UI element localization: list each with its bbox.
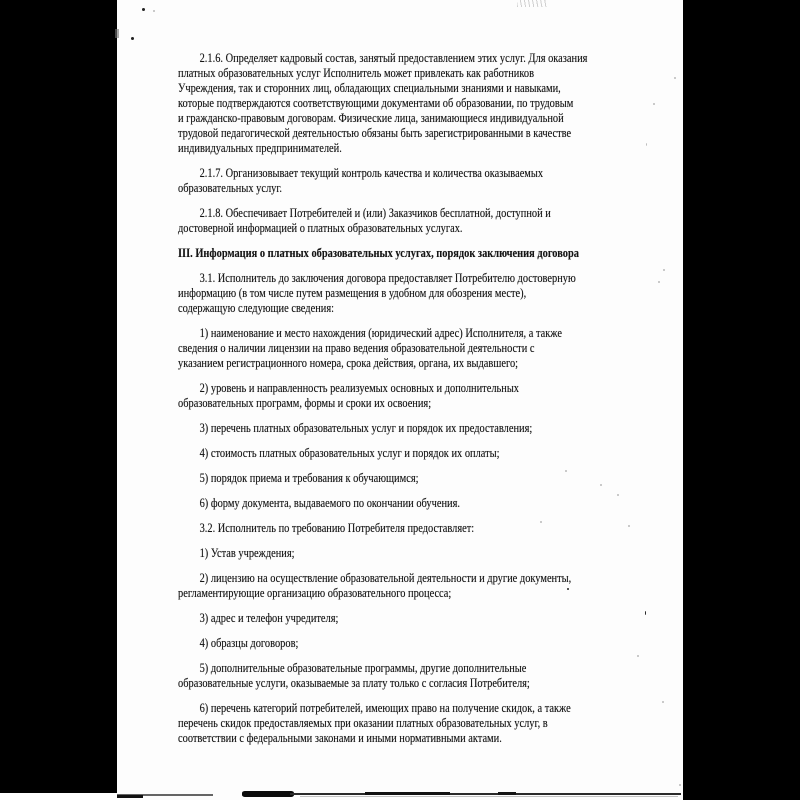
text-line: 2.1.7. Организовывает текущий контроль качества и количества оказываемых xyxy=(199,165,544,180)
paragraph xyxy=(178,380,626,410)
text-line: образовательных услуг. xyxy=(178,180,283,195)
text-line: 6) перечень категорий потребителей, имеющих право на получение скидок, а также xyxy=(199,700,571,715)
noise-speck xyxy=(653,103,655,105)
noise-speck xyxy=(628,525,630,527)
paragraph xyxy=(178,495,626,510)
text-line: 5) дополнительные образовательные программы, другие дополнительные xyxy=(199,660,527,675)
noise-speck xyxy=(540,521,542,523)
noise-speck xyxy=(679,784,681,786)
text-line: перечень скидок предоставляемых при оказании платных образовательных услуг, в xyxy=(178,715,548,730)
paragraph xyxy=(178,50,626,155)
section-heading xyxy=(178,245,626,260)
text-line: которые подтверждаются соответствующими документами об образовании, по трудовым xyxy=(178,95,574,110)
scan-edge-bar-left xyxy=(0,0,117,793)
paragraph xyxy=(178,165,626,195)
pencil-scribble xyxy=(517,0,547,7)
text-line: содержащую следующие сведения: xyxy=(178,300,334,315)
text-line: образовательные услуги, оказываемые за плату только с согласия Потребителя; xyxy=(178,675,530,690)
text-line: III. Информация о платных образовательных услугах, порядок заключения договора xyxy=(178,245,579,260)
scan-bottom-line-dark xyxy=(365,792,450,795)
text-line: 4) образцы договоров; xyxy=(199,635,299,650)
noise-speck xyxy=(247,62,249,64)
text-line: сведения о наличии лицензии на право ведения образовательной деятельности с xyxy=(178,340,535,355)
noise-speck xyxy=(674,77,676,79)
noise-speck xyxy=(645,611,646,615)
text-line: достоверной информацией о платных образовательных услугах. xyxy=(178,220,463,235)
scan-bottom-line-dark xyxy=(498,792,516,795)
paragraph xyxy=(178,420,626,435)
noise-speck xyxy=(637,655,639,657)
paragraph xyxy=(178,445,626,460)
noise-speck xyxy=(131,37,134,40)
text-line: регламентирующие организацию образовательного процесса; xyxy=(178,585,452,600)
text-line: 3) перечень платных образовательных услуг и порядок их предоставления; xyxy=(199,420,533,435)
text-line: 3.2. Исполнитель по требованию Потребителя предоставляет: xyxy=(199,520,475,535)
text-line: образовательных программ, формы и сроки их освоения; xyxy=(178,395,432,410)
paragraph xyxy=(178,545,626,560)
document-text xyxy=(178,50,626,755)
text-line: индивидуальных предпринимателей. xyxy=(178,140,342,155)
noise-speck xyxy=(646,143,647,146)
paragraph xyxy=(178,205,626,235)
noise-speck xyxy=(658,281,660,283)
noise-speck xyxy=(567,588,569,590)
text-line: 1) Устав учреждения; xyxy=(199,545,295,560)
noise-speck xyxy=(600,484,602,486)
paragraph xyxy=(178,325,626,370)
noise-speck xyxy=(663,269,665,271)
paragraph xyxy=(178,570,626,600)
text-line: 4) стоимость платных образовательных услуг и порядок их оплаты; xyxy=(199,445,500,460)
scan-bottom-line-main xyxy=(290,793,681,795)
noise-speck xyxy=(153,10,155,12)
text-line: информацию (в том числе путем размещения в удобном для обозрения месте), xyxy=(178,285,527,300)
text-line: указанием регистрационного номера, срока действия, органа, их выдавшего; xyxy=(178,355,519,370)
scan-bottom-line-shadow xyxy=(300,796,678,797)
text-line: 2) уровень и направленность реализуемых основных и дополнительных xyxy=(199,380,520,395)
paragraph xyxy=(178,520,626,535)
text-line: 2.1.6. Определяет кадровый состав, занятый предоставлением этих услуг. Для оказания xyxy=(199,50,588,65)
noise-speck xyxy=(617,494,619,496)
scan-bar-notch xyxy=(115,29,119,38)
text-line: 3) адрес и телефон учредителя; xyxy=(199,610,339,625)
text-line: трудовой педагогической деятельностью обязаны быть зарегистрированными в качестве xyxy=(178,125,572,140)
text-line: 1) наименование и место нахождения (юридический адрес) Исполнителя, а также xyxy=(199,325,562,340)
paragraph xyxy=(178,700,626,745)
noise-speck xyxy=(142,8,145,11)
paragraph xyxy=(178,610,626,625)
text-line: платных образовательных услуг Исполнитель может привлекать как работников xyxy=(178,65,534,80)
scan-bottom-line-dash xyxy=(117,795,143,798)
text-line: 2.1.8. Обеспечивает Потребителей и (или) Заказчиков бесплатной, доступной и xyxy=(199,205,551,220)
text-line: Учреждения, так и сторонних лиц, обладающих специальными знаниями и навыками, xyxy=(178,80,561,95)
paragraph xyxy=(178,635,626,650)
noise-speck xyxy=(565,470,567,472)
paragraph xyxy=(178,660,626,690)
scan-edge-bar-right xyxy=(683,0,800,800)
text-line: 2) лицензию на осуществление образовательной деятельности и другие документы, xyxy=(199,570,572,585)
text-line: 6) форму документа, выдаваемого по окончании обучения. xyxy=(199,495,460,510)
scan-bottom-line-blob xyxy=(242,791,294,797)
text-line: и гражданско-правовым договорам. Физические лица, занимающиеся индивидуальной xyxy=(178,110,564,125)
text-line: 3.1. Исполнитель до заключения договора предоставляет Потребителю достоверную xyxy=(199,270,576,285)
text-line: соответствии с федеральными законами и иными нормативными актами. xyxy=(178,730,502,745)
noise-speck xyxy=(662,701,664,703)
paragraph xyxy=(178,270,626,315)
text-line: 5) порядок приема и требования к обучающимся; xyxy=(199,470,419,485)
paragraph xyxy=(178,470,626,485)
